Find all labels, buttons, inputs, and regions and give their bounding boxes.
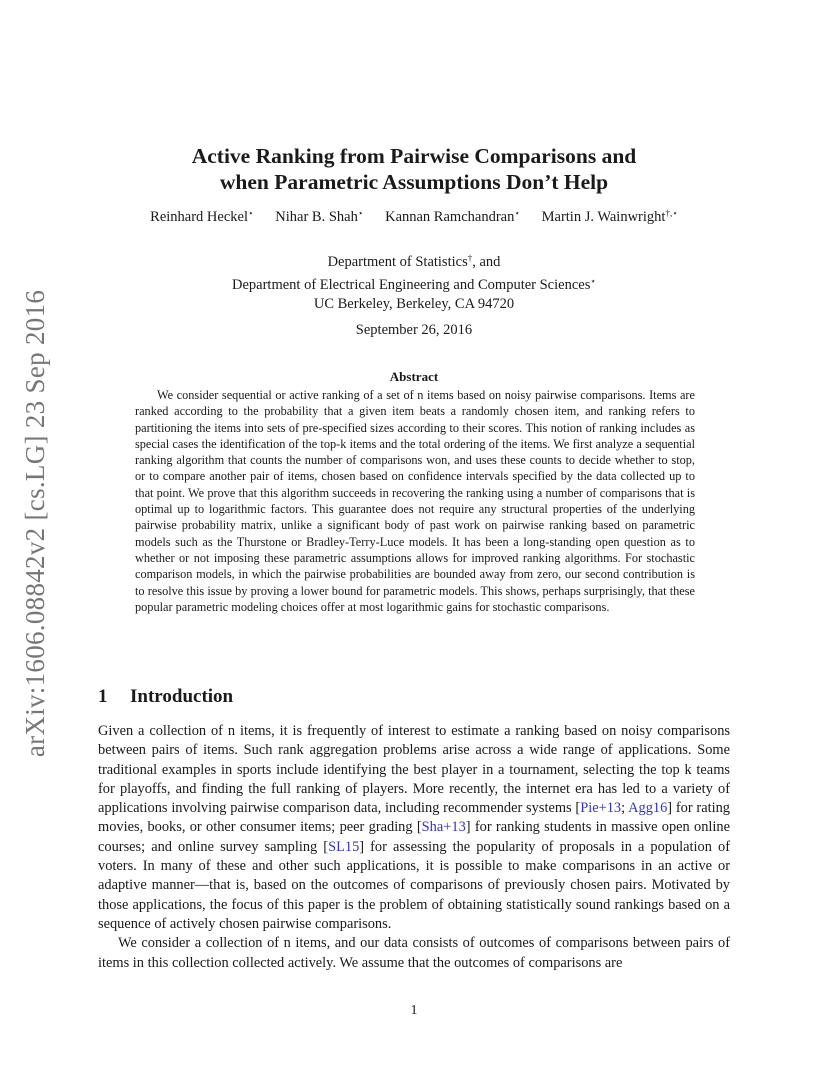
author-mark: †,⋆ [665, 208, 678, 218]
affiliation-line-2 [100, 272, 728, 295]
citation-link[interactable]: Pie+13 [580, 800, 622, 817]
intro-paragraph-1 [98, 722, 730, 934]
paper-date: September 26, 2016 [355, 322, 473, 338]
affiliation-line-1 [100, 249, 728, 272]
affiliations [100, 249, 728, 314]
author-mark: ⋆ [248, 208, 254, 218]
affiliation-mark: † [467, 253, 473, 263]
author [385, 209, 520, 225]
affiliation-dept-eecs: Department of Electrical Engineering and Computer Sciences [232, 277, 591, 293]
arxiv-identifier: arXiv:1606.08842v2 [cs.LG] 23 Sep 2016 [20, 289, 51, 757]
affiliation-dept-statistics: Department of Statistics [327, 254, 468, 270]
arxiv-identifier-margin [18, 288, 54, 758]
intro-text-segment: ] for assessing the popularity of proposals in a population of voters. In many of these and other such applications, it is possible to make comparisons in an active or adaptive manner—that is, based on the outcomes of comparisons of previously chosen pairs. Motivated by those applications, the focus of this paper is the problem of obtaining statistically sound rankings based on a sequence of actively chosen pairwise comparisons. [98, 838, 730, 932]
author [275, 209, 363, 225]
intro-text-segment: ] for ranking students in massive open online courses; and online survey sampling [ [98, 819, 730, 855]
abstract-heading: Abstract [389, 369, 439, 384]
citation-link[interactable]: SL15 [328, 838, 360, 855]
section-title: Introduction [130, 686, 234, 707]
author-mark: ⋆ [357, 208, 364, 218]
author-name: Martin J. Wainwright [541, 209, 666, 225]
affiliation-mark: ⋆ [590, 276, 596, 286]
intro-text-segment: ] for rating movies, books, or other consumer items; peer grading [ [98, 800, 730, 836]
author-list [100, 208, 728, 226]
title-line-1: Active Ranking from Pairwise Comparisons and [191, 144, 637, 168]
citation-link[interactable]: Sha+13 [421, 819, 466, 836]
author-mark: ⋆ [514, 208, 520, 218]
author-name: Reinhard Heckel [150, 209, 248, 225]
citation-link[interactable]: Agg16 [628, 800, 668, 817]
affiliation-line-3: UC Berkeley, Berkeley, CA 94720 [313, 296, 515, 312]
affiliation-suffix: , and [472, 254, 501, 270]
author [542, 209, 678, 225]
section-number: 1 [98, 686, 108, 707]
intro-text-segment: Given a collection of n items, it is frequently of interest to estimate a ranking based on noisy comparisons between pairs of items. Such rank aggregation problems arise across a wide range of applications. Some traditional examples in sports include identifying the best player in a tournament, selecting the top k teams for playoffs, and finding the full ranking of players. More recently, the internet era has led to a variety of applications involving pairwise comparison data, including recommender systems [ [98, 723, 730, 817]
page-number: 1 [410, 1003, 418, 1018]
title-line-2: when Parametric Assumptions Don’t Help [219, 170, 609, 194]
intro-paragraph-2: We consider a collection of n items, and our data consists of outcomes of comparisons between pairs of items in this collection collected actively. We assume that the outcomes of comparisons are [98, 935, 730, 971]
author [150, 209, 253, 225]
author-name: Nihar B. Shah [275, 209, 358, 225]
section-heading [98, 686, 233, 708]
introduction-text [98, 722, 730, 973]
abstract-body: We consider sequential or active ranking of a set of n items based on noisy pairwise comparisons. Items are ranked according to the probability that a given item beats a randomly chosen item, and ranking refers to partitioning the items into sets of pre-specified sizes according to their scores. This notion of ranking includes as special cases the identification of the top-k items and the total ordering of the items. We first analyze a sequential ranking algorithm that counts the number of comparisons won, and uses these counts to decide whether to stop, or to compare another pair of items, chosen based on confidence intervals specified by the data collected up to that point. We prove that this algorithm succeeds in recovering the ranking using a number of comparisons that is optimal up to logarithmic factors. This guarantee does not require any structural properties of the underlying pairwise probability matrix, unlike a significant body of past work on pairwise ranking based on parametric models such as the Thurstone or Bradley-Terry-Luce models. It has been a long-standing open question as to whether or not imposing these parametric assumptions allows for improved ranking algorithms. For stochastic comparison models, in which the pairwise probabilities are bounded away from zero, our second contribution is to resolve this issue by proving a lower bound for parametric models. This shows, perhaps surprisingly, that these popular parametric modeling choices offer at most logarithmic gains for stochastic comparisons. [135, 388, 695, 614]
author-name: Kannan Ramchandran [385, 209, 515, 225]
paper-title [100, 143, 728, 195]
intro-text-segment: ; [621, 800, 629, 817]
